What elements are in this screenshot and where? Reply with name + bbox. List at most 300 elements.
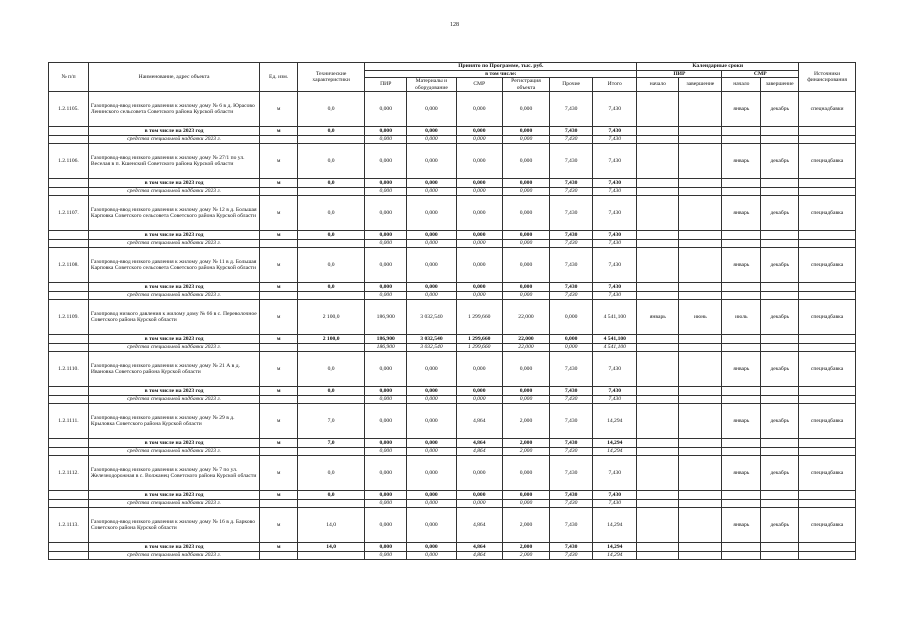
year-label: в том числе на 2023 год	[88, 283, 259, 292]
empty-cell	[799, 395, 856, 404]
pir-start	[637, 144, 679, 179]
year-other: 7,430	[550, 231, 593, 240]
object-name: Газопровод-ввод низкого давления к жилому дому № 27/1 по ул. Веселая в п. Кшенский Советского района Курской области	[88, 144, 259, 179]
fund-smr: 0,000	[456, 239, 502, 248]
fund-pir: 0,000	[365, 291, 407, 300]
year-registration: 0,000	[502, 179, 549, 188]
smr-amount: 0,000	[456, 248, 502, 283]
empty-cell	[49, 551, 89, 560]
empty-cell	[49, 387, 89, 396]
empty-cell	[761, 395, 799, 404]
year-tech: 0,0	[298, 387, 365, 396]
empty-cell	[799, 447, 856, 456]
year-row	[49, 231, 856, 240]
unit: м	[260, 456, 298, 491]
smr-end: декабрь	[761, 352, 799, 387]
empty-cell	[799, 187, 856, 196]
smr-amount: 4,864	[456, 508, 502, 543]
fund-label: средства специальной надбавки 2023 г.	[88, 343, 259, 352]
smr-end: декабрь	[761, 92, 799, 127]
pir-end	[679, 196, 722, 231]
object-number: 1.2.1109.	[49, 300, 89, 335]
empty-cell	[637, 179, 679, 188]
fund-pir: 0,000	[365, 239, 407, 248]
empty-cell	[761, 179, 799, 188]
object-name: Газопровод-ввод низкого давления к жилому дому № 12 в д. Большая Карповка Советского сельсовета Советского района Курской области	[88, 196, 259, 231]
unit: м	[260, 144, 298, 179]
object-number: 1.2.1106.	[49, 144, 89, 179]
pir-amount: 0,000	[365, 196, 407, 231]
empty-cell	[298, 135, 365, 144]
year-registration: 0,000	[502, 231, 549, 240]
registration-amount: 22,000	[502, 300, 549, 335]
empty-cell	[679, 239, 722, 248]
fund-materials: 0,000	[407, 499, 456, 508]
table-row	[49, 404, 856, 439]
year-smr: 4,864	[456, 543, 502, 552]
empty-cell	[722, 127, 761, 136]
year-label: в том числе на 2023 год	[88, 387, 259, 396]
year-registration: 0,000	[502, 283, 549, 292]
registration-amount: 0,000	[502, 196, 549, 231]
year-total: 7,430	[593, 491, 637, 500]
fund-label: средства специальной надбавки 2023 г.	[88, 187, 259, 196]
year-tech: 2 100,0	[298, 335, 365, 344]
empty-cell	[260, 135, 298, 144]
empty-cell	[761, 239, 799, 248]
fund-materials: 0,000	[407, 395, 456, 404]
other-amount: 7,430	[550, 352, 593, 387]
smr-start: январь	[722, 144, 761, 179]
fund-smr: 0,000	[456, 187, 502, 196]
fund-pir: 0,000	[365, 447, 407, 456]
year-pir: 0,000	[365, 127, 407, 136]
year-tech: 14,0	[298, 543, 365, 552]
funding-source: спецнадбавки	[799, 92, 856, 127]
empty-cell	[761, 231, 799, 240]
empty-cell	[637, 551, 679, 560]
year-label: в том числе на 2023 год	[88, 491, 259, 500]
materials-amount: 0,000	[407, 456, 456, 491]
tech-characteristics: 7,0	[298, 404, 365, 439]
fund-registration: 0,000	[502, 239, 549, 248]
empty-cell	[799, 135, 856, 144]
materials-amount: 0,000	[407, 352, 456, 387]
empty-cell	[49, 439, 89, 448]
year-materials: 3 032,540	[407, 335, 456, 344]
fund-other: 7,430	[550, 291, 593, 300]
empty-cell	[722, 187, 761, 196]
year-row	[49, 127, 856, 136]
fund-materials: 0,000	[407, 187, 456, 196]
unit: м	[260, 196, 298, 231]
year-other: 0,000	[550, 335, 593, 344]
fund-label: средства специальной надбавки 2023 г.	[88, 551, 259, 560]
year-materials: 0,000	[407, 127, 456, 136]
tech-characteristics: 0,0	[298, 144, 365, 179]
object-number: 1.2.1105.	[49, 92, 89, 127]
smr-start: январь	[722, 352, 761, 387]
year-materials: 0,000	[407, 439, 456, 448]
fund-smr: 0,000	[456, 135, 502, 144]
year-unit: м	[260, 439, 298, 448]
object-number: 1.2.1108.	[49, 248, 89, 283]
header-pir-start: начало	[637, 78, 679, 92]
empty-cell	[49, 179, 89, 188]
smr-end: декабрь	[761, 196, 799, 231]
empty-cell	[260, 395, 298, 404]
year-pir: 0,000	[365, 283, 407, 292]
empty-cell	[49, 239, 89, 248]
unit: м	[260, 508, 298, 543]
empty-cell	[722, 499, 761, 508]
year-registration: 0,000	[502, 127, 549, 136]
fund-other: 0,000	[550, 343, 593, 352]
empty-cell	[722, 179, 761, 188]
empty-cell	[49, 543, 89, 552]
empty-cell	[799, 551, 856, 560]
other-amount: 0,000	[550, 300, 593, 335]
empty-cell	[761, 543, 799, 552]
fund-materials: 0,000	[407, 551, 456, 560]
year-other: 7,430	[550, 543, 593, 552]
materials-amount: 0,000	[407, 404, 456, 439]
pir-amount: 0,000	[365, 404, 407, 439]
empty-cell	[637, 343, 679, 352]
fund-total: 14,294	[593, 551, 637, 560]
fund-label: средства специальной надбавки 2023 г.	[88, 395, 259, 404]
fund-row	[49, 447, 856, 456]
materials-amount: 0,000	[407, 248, 456, 283]
year-total: 7,430	[593, 231, 637, 240]
funding-source: спецнадбавка	[799, 196, 856, 231]
funding-source: спецнадбавка	[799, 300, 856, 335]
pir-amount: 186,900	[365, 300, 407, 335]
smr-start: январь	[722, 508, 761, 543]
empty-cell	[761, 283, 799, 292]
empty-cell	[260, 499, 298, 508]
year-registration: 2,000	[502, 439, 549, 448]
unit: м	[260, 248, 298, 283]
empty-cell	[722, 283, 761, 292]
fund-registration: 0,000	[502, 187, 549, 196]
materials-amount: 3 032,540	[407, 300, 456, 335]
header-name: Наименование, адрес объекта	[88, 63, 259, 92]
pir-end: июнь	[679, 300, 722, 335]
empty-cell	[761, 135, 799, 144]
empty-cell	[298, 395, 365, 404]
header-cal-smr: СМР	[722, 70, 799, 78]
fund-total: 7,430	[593, 291, 637, 300]
materials-amount: 0,000	[407, 196, 456, 231]
table-row	[49, 144, 856, 179]
empty-cell	[761, 187, 799, 196]
fund-other: 7,430	[550, 187, 593, 196]
empty-cell	[799, 179, 856, 188]
registration-amount: 2,000	[502, 404, 549, 439]
year-materials: 0,000	[407, 231, 456, 240]
fund-label: средства специальной надбавки 2023 г.	[88, 135, 259, 144]
empty-cell	[722, 135, 761, 144]
year-materials: 0,000	[407, 387, 456, 396]
empty-cell	[799, 499, 856, 508]
empty-cell	[298, 551, 365, 560]
fund-materials: 0,000	[407, 239, 456, 248]
year-smr: 0,000	[456, 387, 502, 396]
empty-cell	[49, 343, 89, 352]
empty-cell	[49, 283, 89, 292]
total-amount: 7,430	[593, 456, 637, 491]
object-name: Газопровод-ввод низкого давления к жилому дому № 7 по ул. Железнодорожная в с. Волжанец Советского района Курской области	[88, 456, 259, 491]
year-label: в том числе на 2023 год	[88, 543, 259, 552]
empty-cell	[260, 291, 298, 300]
empty-cell	[679, 187, 722, 196]
fund-materials: 0,000	[407, 291, 456, 300]
year-row	[49, 387, 856, 396]
year-unit: м	[260, 387, 298, 396]
table-row	[49, 92, 856, 127]
year-row	[49, 283, 856, 292]
smr-amount: 0,000	[456, 92, 502, 127]
empty-cell	[799, 439, 856, 448]
fund-registration: 0,000	[502, 291, 549, 300]
year-other: 7,430	[550, 127, 593, 136]
table-row	[49, 248, 856, 283]
registration-amount: 0,000	[502, 456, 549, 491]
fund-smr: 0,000	[456, 395, 502, 404]
header-other: Прочие	[550, 78, 593, 92]
funding-source: спецнадбавка	[799, 248, 856, 283]
table-header	[49, 63, 856, 92]
year-smr: 0,000	[456, 491, 502, 500]
header-accepted: Принято по Программе, тыс. руб.	[365, 63, 637, 71]
year-tech: 0,0	[298, 283, 365, 292]
fund-pir: 0,000	[365, 187, 407, 196]
other-amount: 7,430	[550, 248, 593, 283]
year-materials: 0,000	[407, 179, 456, 188]
empty-cell	[799, 283, 856, 292]
total-amount: 4 541,100	[593, 300, 637, 335]
smr-start: январь	[722, 248, 761, 283]
empty-cell	[679, 179, 722, 188]
materials-amount: 0,000	[407, 92, 456, 127]
empty-cell	[722, 291, 761, 300]
year-registration: 2,000	[502, 543, 549, 552]
empty-cell	[49, 447, 89, 456]
smr-start: январь	[722, 196, 761, 231]
other-amount: 7,430	[550, 404, 593, 439]
materials-amount: 0,000	[407, 144, 456, 179]
empty-cell	[761, 127, 799, 136]
year-registration: 22,000	[502, 335, 549, 344]
empty-cell	[637, 543, 679, 552]
year-label: в том числе на 2023 год	[88, 335, 259, 344]
year-total: 7,430	[593, 179, 637, 188]
smr-end: декабрь	[761, 144, 799, 179]
empty-cell	[260, 343, 298, 352]
fund-row	[49, 551, 856, 560]
pir-start	[637, 352, 679, 387]
fund-row	[49, 187, 856, 196]
total-amount: 7,430	[593, 352, 637, 387]
header-cal-pir: ПИР	[637, 70, 722, 78]
empty-cell	[761, 335, 799, 344]
empty-cell	[49, 395, 89, 404]
fund-registration: 0,000	[502, 395, 549, 404]
year-tech: 0,0	[298, 127, 365, 136]
year-label: в том числе на 2023 год	[88, 179, 259, 188]
fund-pir: 0,000	[365, 499, 407, 508]
year-pir: 0,000	[365, 543, 407, 552]
empty-cell	[637, 127, 679, 136]
smr-start: январь	[722, 92, 761, 127]
empty-cell	[49, 231, 89, 240]
fund-other: 7,430	[550, 447, 593, 456]
empty-cell	[722, 543, 761, 552]
pir-end	[679, 352, 722, 387]
empty-cell	[679, 395, 722, 404]
smr-end: декабрь	[761, 508, 799, 543]
year-other: 7,430	[550, 283, 593, 292]
funding-source: спецнадбавка	[799, 404, 856, 439]
empty-cell	[761, 291, 799, 300]
fund-other: 7,430	[550, 499, 593, 508]
empty-cell	[761, 499, 799, 508]
pir-end	[679, 456, 722, 491]
pir-end	[679, 508, 722, 543]
header-pir: ПИР	[365, 78, 407, 92]
year-total: 7,430	[593, 283, 637, 292]
year-materials: 0,000	[407, 491, 456, 500]
year-unit: м	[260, 491, 298, 500]
empty-cell	[722, 231, 761, 240]
empty-cell	[637, 491, 679, 500]
smr-end: декабрь	[761, 404, 799, 439]
empty-cell	[761, 491, 799, 500]
empty-cell	[679, 387, 722, 396]
pir-start: январь	[637, 300, 679, 335]
smr-amount: 1 299,660	[456, 300, 502, 335]
year-pir: 0,000	[365, 387, 407, 396]
fund-row	[49, 135, 856, 144]
smr-end: декабрь	[761, 300, 799, 335]
registration-amount: 0,000	[502, 92, 549, 127]
header-num: № п/п	[49, 63, 89, 92]
year-smr: 4,864	[456, 439, 502, 448]
fund-pir: 0,000	[365, 135, 407, 144]
year-registration: 0,000	[502, 387, 549, 396]
empty-cell	[722, 335, 761, 344]
empty-cell	[722, 491, 761, 500]
empty-cell	[679, 543, 722, 552]
empty-cell	[799, 291, 856, 300]
empty-cell	[799, 387, 856, 396]
empty-cell	[637, 283, 679, 292]
empty-cell	[679, 291, 722, 300]
pir-amount: 0,000	[365, 92, 407, 127]
empty-cell	[799, 127, 856, 136]
header-calendar: Календарные сроки	[637, 63, 799, 71]
empty-cell	[49, 291, 89, 300]
pir-amount: 0,000	[365, 508, 407, 543]
year-unit: м	[260, 543, 298, 552]
empty-cell	[799, 343, 856, 352]
empty-cell	[679, 343, 722, 352]
program-table	[48, 62, 856, 560]
table-row	[49, 508, 856, 543]
header-smr: СМР	[456, 78, 502, 92]
year-registration: 0,000	[502, 491, 549, 500]
table-row	[49, 300, 856, 335]
empty-cell	[260, 551, 298, 560]
tech-characteristics: 0,0	[298, 456, 365, 491]
year-row	[49, 543, 856, 552]
header-incl: в том числе:	[365, 70, 637, 78]
total-amount: 7,430	[593, 144, 637, 179]
header-materials: Материалы и оборудование	[407, 78, 456, 92]
fund-total: 4 541,100	[593, 343, 637, 352]
header-pir-end: завершение	[679, 78, 722, 92]
funding-source: спецнадбавка	[799, 352, 856, 387]
year-pir: 186,900	[365, 335, 407, 344]
fund-total: 7,430	[593, 187, 637, 196]
empty-cell	[761, 439, 799, 448]
other-amount: 7,430	[550, 92, 593, 127]
empty-cell	[799, 543, 856, 552]
header-smr-start: начало	[722, 78, 761, 92]
empty-cell	[298, 499, 365, 508]
object-number: 1.2.1107.	[49, 196, 89, 231]
fund-materials: 0,000	[407, 447, 456, 456]
empty-cell	[49, 127, 89, 136]
pir-start	[637, 456, 679, 491]
fund-other: 7,430	[550, 135, 593, 144]
empty-cell	[722, 551, 761, 560]
smr-end: декабрь	[761, 456, 799, 491]
other-amount: 7,430	[550, 456, 593, 491]
page-number: 128	[450, 22, 459, 28]
pir-end	[679, 144, 722, 179]
object-number: 1.2.1110.	[49, 352, 89, 387]
unit: м	[260, 404, 298, 439]
empty-cell	[49, 187, 89, 196]
empty-cell	[679, 127, 722, 136]
fund-row	[49, 499, 856, 508]
year-smr: 1 299,660	[456, 335, 502, 344]
empty-cell	[637, 231, 679, 240]
year-unit: м	[260, 283, 298, 292]
other-amount: 7,430	[550, 196, 593, 231]
registration-amount: 0,000	[502, 352, 549, 387]
year-pir: 0,000	[365, 179, 407, 188]
total-amount: 7,430	[593, 92, 637, 127]
header-smr-end: завершение	[761, 78, 799, 92]
pir-start	[637, 508, 679, 543]
object-number: 1.2.1112.	[49, 456, 89, 491]
empty-cell	[679, 283, 722, 292]
empty-cell	[799, 231, 856, 240]
empty-cell	[761, 447, 799, 456]
empty-cell	[637, 335, 679, 344]
empty-cell	[799, 335, 856, 344]
total-amount: 14,294	[593, 404, 637, 439]
year-total: 14,294	[593, 439, 637, 448]
year-label: в том числе на 2023 год	[88, 127, 259, 136]
empty-cell	[679, 551, 722, 560]
empty-cell	[761, 343, 799, 352]
object-name: Газопровод-ввод низкого давления к жилому дому № 6 в д. Юрасово Ленинского сельсовета Советского района Курской области	[88, 92, 259, 127]
empty-cell	[260, 239, 298, 248]
